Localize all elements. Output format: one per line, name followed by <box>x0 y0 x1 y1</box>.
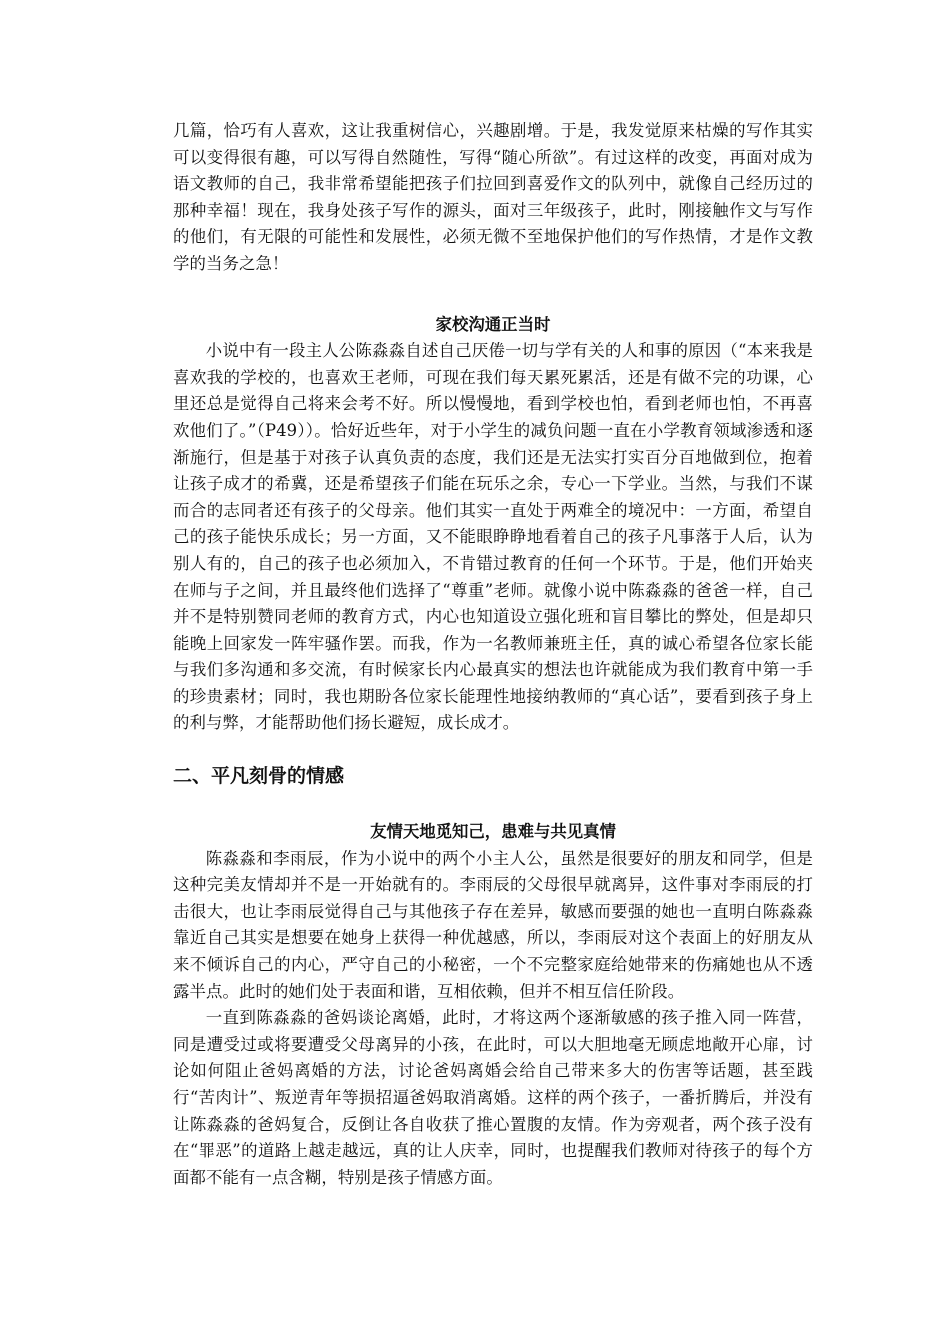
chapter-two-title: 二、平凡刻骨的情感 <box>173 765 345 788</box>
document-body <box>173 118 813 1191</box>
friendship-paragraph-2: 一直到陈淼淼的爸妈谈论离婚，此时，才将这两个逐渐敏感的孩子推入同一阵营，同是遭受过或将要遭受父母离异的小孩，在此时，可以大胆地毫无顾虑地敞开心扉，讨论如何阻止爸妈离婚的方法，讨论爸妈离婚会给自己带来多大的伤害等话题，甚至践行“苦肉计”、叛逆青年等损招逼爸妈取消离婚。这样的两个孩子，一番折腾后，并没有让陈淼淼的爸妈复合，反倒让各自收获了推心置腹的友情。作为旁观者，两个孩子没有在“罪恶”的道路上越走越远，真的让人庆幸，同时，也提醒我们教师对待孩子的每个方面都不能有一点含糊，特别是孩子情感方面。 <box>173 1008 813 1187</box>
home-school-paragraph: 小说中有一段主人公陈淼淼自述自己厌倦一切与学有关的人和事的原因（“本来我是喜欢我的学校的，也喜欢王老师，可现在我们每天累死累活，还是有做不完的功课，心里还总是觉得自己将来会考不好。所以慢慢地，看到学校也怕，看到老师也怕，不再喜欢他们了。”（P49））。恰好近些年，对于小学生的减负问题一直在小学教育领域渗透和逐渐施行，但是基于对孩子认真负责的态度，我们还是无法实打实百分百地做到位，抱着让孩子成才的希冀，还是希望孩子们能在玩乐之余，专心一下学业。当然，与我们不谋而合的志同者还有孩子的父母亲。他们其实一直处于两难全的境况中：一方面，希望自己的孩子能快乐成长；另一方面，又不能眼睁睁地看着自己的孩子凡事落于人后，认为别人有的，自己的孩子也必须加入，不肯错过教育的任何一个环节。于是，他们开始夹在师与子之间，并且最终他们选择了“尊重”老师。就像小说中陈淼淼的爸爸一样，自己并不是特别赞同老师的教育方式，内心也知道设立强化班和盲目攀比的弊处，但是却只能晚上回家发一阵牢骚作罢。而我，作为一名教师兼班主任，真的诚心希望各位家长能与我们多沟通和多交流，有时候家长内心最真实的想法也许就能成为我们教育中第一手的珍贵素材；同时，我也期盼各位家长能理性地接纳教师的“真心话”，要看到孩子身上的利与弊，才能帮助他们扬长避短，成长成才。 <box>173 341 813 733</box>
section-title-home-school: 家校沟通正当时 <box>435 314 551 334</box>
section-title-friendship: 友情天地觅知己，患难与共见真情 <box>370 822 616 842</box>
friendship-paragraph-1: 陈淼淼和李雨辰，作为小说中的两个小主人公，虽然是很要好的朋友和同学，但是这种完美友情却并不是一开始就有的。李雨辰的父母很早就离异，这件事对李雨辰的打击很大，也让李雨辰觉得自己与其他孩子存在差异，敏感而要强的她也一直明白陈淼淼靠近自己其实是想要在她身上获得一种优越感，所以，李雨辰对这个表面上的好朋友从来不倾诉自己的内心，严守自己的小秘密，一个不完整家庭给她带来的伤痛她也从不透露半点。此时的她们处于表面和谐，互相依赖，但并不相互信任阶段。 <box>173 848 813 1001</box>
intro-paragraph: 几篇，恰巧有人喜欢，这让我重树信心，兴趣剧增。于是，我发觉原来枯燥的写作其实可以变得很有趣，可以写得自然随性，写得“随心所欲”。有过这样的改变，再面对成为语文教师的自己，我非常希望能把孩子们拉回到喜爱作文的队列中，就像自己经历过的那种幸福！现在，我身处孩子写作的源头，面对三年级孩子，此时，刚接触作文与写作的他们，有无限的可能性和发展性，必须无微不至地保护他们的写作热情，才是作文教学的当务之急！ <box>173 121 813 273</box>
